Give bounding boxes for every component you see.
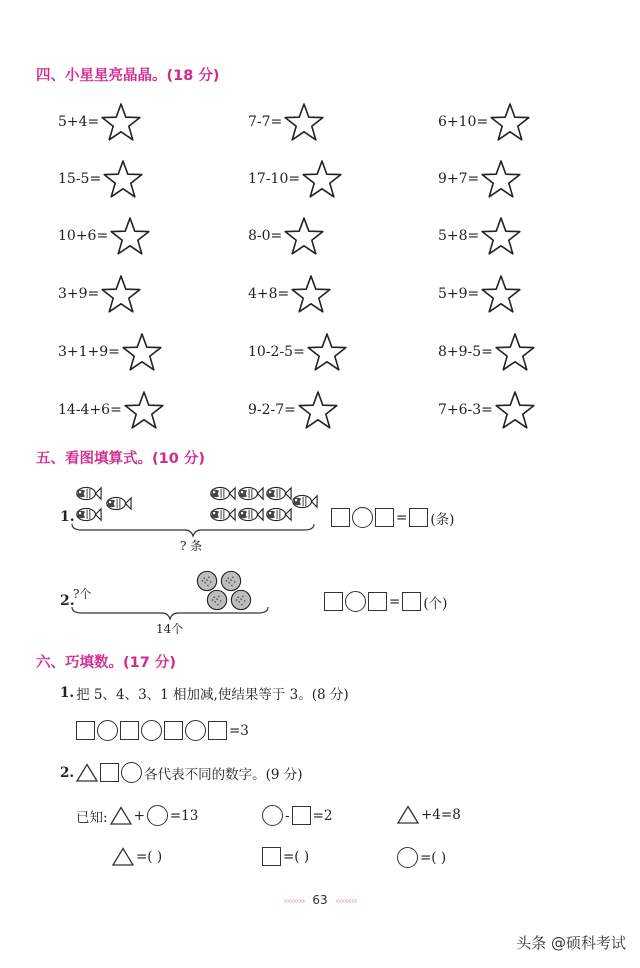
s6-q1-prompt — [60, 683, 349, 703]
answer-paren[interactable]: =( ) — [420, 849, 447, 866]
answer-box[interactable] — [324, 592, 343, 611]
star-icon[interactable] — [284, 216, 324, 256]
equation-text: 6+10= — [438, 114, 489, 130]
star-equation — [248, 330, 347, 374]
fish-icon — [290, 493, 318, 510]
section4-title: 四、小星星亮晶晶。(18 分) — [36, 68, 220, 84]
fish-icon — [208, 485, 236, 502]
q1-brace-label: ? 条 — [180, 539, 203, 553]
square-icon — [100, 763, 119, 782]
s6-q1-blanks — [76, 720, 249, 741]
star-icon[interactable] — [101, 274, 141, 314]
eq2-op: - — [285, 807, 290, 824]
star-icon[interactable] — [481, 159, 521, 199]
circle-icon — [262, 805, 283, 826]
star-icon[interactable] — [101, 102, 141, 142]
star-icon[interactable] — [302, 159, 342, 199]
star-equation — [248, 388, 338, 432]
star-icon[interactable] — [122, 332, 162, 372]
star-icon[interactable] — [110, 216, 150, 256]
circle-icon — [121, 762, 142, 783]
star-icon[interactable] — [307, 332, 347, 372]
equation-text: 4+8= — [248, 286, 290, 302]
eq3-result: +4=8 — [421, 806, 461, 823]
answer-box[interactable] — [368, 592, 387, 611]
equation-text: 9+7= — [438, 171, 480, 187]
s6-q2-number: 2. — [60, 764, 75, 781]
q2-brace-label: 14个 — [156, 622, 184, 636]
equation-text: 10-2-5= — [248, 344, 305, 360]
equation-text: 17-10= — [248, 171, 301, 187]
star-icon[interactable] — [291, 274, 331, 314]
q1-brace — [70, 522, 316, 538]
known-eq2 — [262, 805, 332, 826]
star-icon[interactable] — [490, 102, 530, 142]
q2-unit: (个) — [423, 595, 448, 612]
equation-text: 5+4= — [58, 114, 100, 130]
answer-box[interactable] — [375, 508, 394, 527]
star-equation — [58, 214, 150, 258]
answer-box[interactable] — [208, 721, 227, 740]
star-equation — [58, 100, 141, 144]
answer-circle[interactable] — [97, 720, 118, 741]
fish-icon — [264, 506, 292, 523]
star-equation — [438, 214, 521, 258]
answer-box[interactable] — [409, 508, 428, 527]
s6-q2-prompt — [60, 762, 303, 783]
answer-circle[interactable] — [141, 720, 162, 741]
known-eq3 — [397, 805, 461, 824]
answer-box[interactable] — [120, 721, 139, 740]
s6-q1-text: 把 5、4、3、1 相加减,使结果等于 3。(8 分) — [76, 687, 349, 703]
equation-text: 15-5= — [58, 171, 102, 187]
q2-number: 2. — [60, 593, 75, 609]
star-equation — [248, 157, 342, 201]
star-icon[interactable] — [103, 159, 143, 199]
section5-title: 五、看图填算式。(10 分) — [36, 451, 205, 467]
star-icon[interactable] — [481, 216, 521, 256]
eq1-result: =13 — [169, 807, 199, 824]
watermark: 头条 @硕科考试 — [516, 934, 626, 952]
square-icon — [262, 847, 281, 866]
answer-circle[interactable] — [345, 591, 366, 612]
equation-text: 14-4+6= — [58, 402, 122, 418]
equation-text: 7+6-3= — [438, 402, 493, 418]
equation-text: 3+1+9= — [58, 344, 120, 360]
fish-icon — [236, 506, 264, 523]
answer-paren[interactable]: =( ) — [136, 848, 163, 865]
q1-unit: (条) — [430, 511, 455, 528]
answer-triangle — [112, 847, 162, 866]
s6-q2-text: 各代表不同的数字。(9 分) — [144, 766, 303, 783]
star-equation — [248, 272, 331, 316]
star-icon[interactable] — [481, 274, 521, 314]
star-equation — [248, 214, 324, 258]
star-equation — [438, 157, 521, 201]
star-equation — [438, 330, 535, 374]
equation-text: 9-2-7= — [248, 402, 296, 418]
star-icon[interactable] — [495, 332, 535, 372]
equation-text: 7-7= — [248, 114, 283, 130]
fish-icon — [264, 485, 292, 502]
q2-brace — [70, 605, 270, 621]
star-equation — [438, 388, 535, 432]
answer-box[interactable] — [331, 508, 350, 527]
star-equation — [248, 100, 324, 144]
fish-icon — [104, 495, 132, 512]
star-equation — [58, 157, 143, 201]
left-arrows: ››››››› — [283, 896, 305, 907]
page-footer — [0, 893, 640, 907]
triangle-icon — [76, 763, 98, 782]
fish-icon — [236, 485, 264, 502]
star-equation — [58, 330, 162, 374]
answer-box[interactable] — [164, 721, 183, 740]
equation-text: 5+8= — [438, 228, 480, 244]
circle-icon — [147, 805, 168, 826]
q2-answer-blanks: = (个) — [324, 591, 447, 612]
triangle-icon — [110, 806, 132, 825]
answer-box[interactable] — [76, 721, 95, 740]
q1-answer-blanks: = (条) — [331, 507, 454, 528]
equation-text: 10+6= — [58, 228, 109, 244]
eq2-result: =2 — [312, 807, 333, 824]
star-icon[interactable] — [495, 390, 535, 430]
s6-q1-number: 1. — [60, 685, 75, 701]
triangle-icon — [112, 847, 134, 866]
equation-text: 3+9= — [58, 286, 100, 302]
star-icon[interactable] — [124, 390, 164, 430]
answer-circle-row — [397, 847, 446, 868]
answer-circle[interactable] — [185, 720, 206, 741]
right-arrows: ‹‹‹‹‹‹‹ — [335, 896, 357, 907]
page-number: 63 — [312, 893, 328, 907]
star-equation — [438, 100, 530, 144]
triangle-icon — [397, 805, 419, 824]
star-icon[interactable] — [298, 390, 338, 430]
eq1-op: + — [133, 807, 145, 824]
known-label: 已知: — [76, 809, 108, 826]
answer-paren[interactable]: =( ) — [283, 848, 310, 865]
q1-number: 1. — [60, 509, 75, 525]
fish-icon — [74, 506, 102, 523]
s6-q1-result: =3 — [229, 722, 249, 739]
star-equation — [58, 388, 164, 432]
square-icon — [292, 806, 311, 825]
answer-circle[interactable] — [352, 507, 373, 528]
equation-text: 8-0= — [248, 228, 283, 244]
star-icon[interactable] — [284, 102, 324, 142]
answer-square — [262, 847, 309, 866]
known-eq1 — [76, 805, 198, 826]
section6-title: 六、巧填数。(17 分) — [36, 655, 176, 671]
equation-text: 5+9= — [438, 286, 480, 302]
fish-icon — [74, 485, 102, 502]
equation-text: 8+9-5= — [438, 344, 493, 360]
answer-box[interactable] — [402, 592, 421, 611]
star-equation — [438, 272, 521, 316]
fish-icon — [208, 506, 236, 523]
q2-top-label: ?个 — [73, 587, 92, 601]
circle-icon — [397, 847, 418, 868]
star-equation — [58, 272, 141, 316]
